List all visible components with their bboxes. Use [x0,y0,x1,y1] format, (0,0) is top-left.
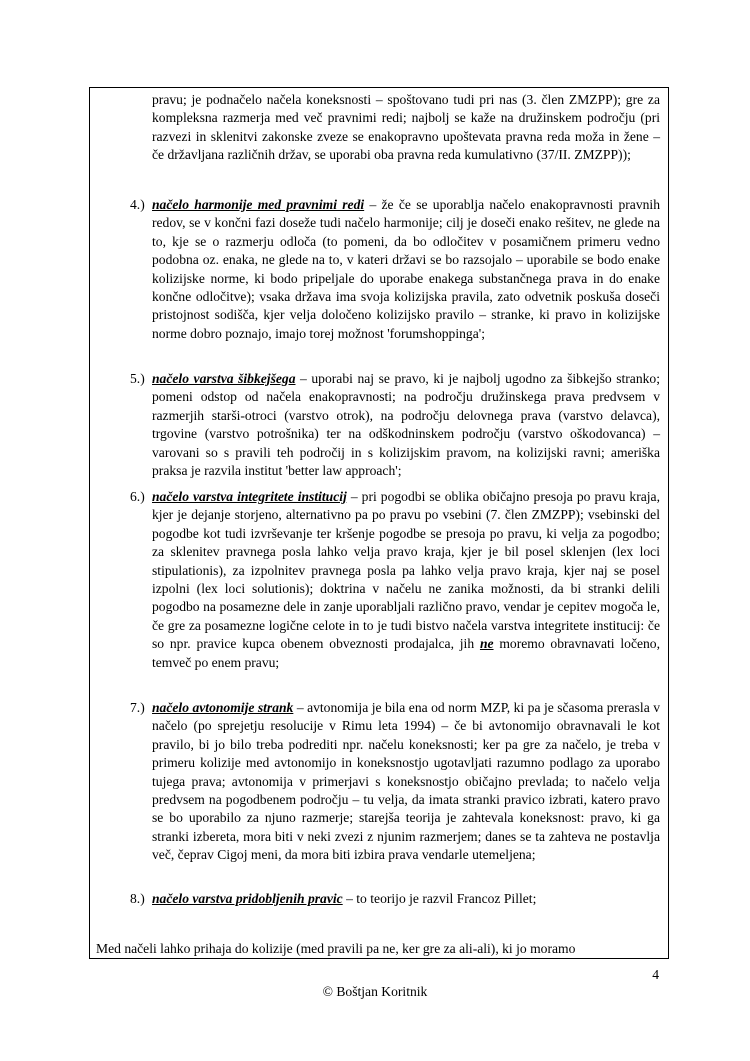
item-body: – to teorijo je razvil Francoz Pillet; [342,891,537,906]
list-item-4 [130,196,660,343]
item-number: 6.) [130,489,145,504]
item-body: – uporabi naj se pravo, ki je najbolj ugodno za šibkejšo stranko; pomeni odstop od načela enakopravnosti; na področju družinskega prava predvsem v razmerjih starši-otroci (varstvo otrok), na področju delovnega prava (varstvo delavca), trgovine (varstvo potrošnika) ter na odškodninskem področju (varstvo oškodovanca) – varovani so s pravili teh področij in s kolizijskim pravom, na kolizijski ravni; ameriška praksa je razvila institut 'better law approach'; [152,371,660,479]
final-paragraph: Med načeli lahko prihaja do kolizije (med pravili pa ne, ker gre za ali-ali), ki jo moramo [96,941,576,956]
item-number: 4.) [130,197,145,212]
page-number: 4 [652,967,659,982]
item-heading: načelo varstva integritete institucij [152,489,347,504]
emphasis-ne: ne [479,636,494,652]
item-heading: načelo varstva šibkejšega [152,371,296,386]
item-heading: načelo avtonomije strank [152,700,294,715]
item-heading: načelo harmonije med pravnimi redi [152,197,365,212]
footer-copyright: © Boštjan Koritnik [322,984,428,999]
list-item-6 [130,488,660,672]
list-item-5 [130,370,660,480]
item-number: 7.) [130,700,145,715]
list-item-8 [130,890,660,908]
item-body: – pri pogodbi se oblika običajno presoja po pravu kraja, kjer je dejanje storjeno, alternativno pa po pravu po vsebini (7. člen ZMZPP); vsebinski del pogodbe kot tudi izvrševanje ter kršenje pogodbe se presoja po pravu, ki velja za pogodbo; za sklenitev pravnega posla lahko velja pravo kraja, kjer je bil posel sklenjen (lex loci stipulationis), za izpolnitev pravnega posla pa lahko velja pravo kraja, kjer naj se posel izpolni (lex loci solutionis); doktrina v načelu ne zanika možnosti, da bi stranki delili pogodbo na posamezne dele in zanje uporabljali različno pravo, vendar je cepitev mogoča le, če gre za posamezne logične celote in to je tudi bistvo načela varstva integritete institucij: če so npr. pravice kupca obenem obveznosti prodajalca, jih [152,489,660,652]
item-number: 8.) [130,891,145,906]
item-heading: načelo varstva pridobljenih pravic [152,891,343,906]
page-frame [89,87,669,959]
continuation-paragraph: pravu; je podnačelo načela koneksnosti – spoštovano tudi pri nas (3. člen ZMZPP); gre za kompleksna razmerja med več pravnimi redi; najbolj se kaže na družinskem področju (pri razvezi in sklenitvi zakonske zveze se enakopravno upoštevata pravna reda moža in žene – če državljana različnih držav, se uporabi oba pravna reda kumulativno (37/II. ZMZPP)); [152,92,660,163]
item-body-after: moremo obravnavati ločeno, temveč po enem pravu; [152,636,661,670]
item-number: 5.) [130,371,145,386]
item-body: – avtonomija je bila ena od norm MZP, ki pa je sčasoma prerasla v načelo (po sprejetju resolucije v Rimu leta 1994) – če bi avtonomijo obravnavali le kot pravilo, bi jo bilo treba podrediti npr. načelu koneksnosti; ker pa gre za načelo, je treba v primeru kolizije med avtonomijo in koneksnostjo ugotavljati razumno podlago za uporabo tujega prava; avtonomija v primerjavi s koneksnostjo običajno prevlada; to načelo velja predvsem na pogodbenem področju – tu velja, da imata stranki pravico izbrati, katero pravo se bo uporabilo za njuno razmerje; starejša teorija je zahtevala koneksnost: pravo, ki ga stranki izbereta, mora biti v neki zvezi z njunim razmerjem; danes se ta zahteva ne postavlja več, čeprav Cigoj meni, da mora biti izbira prava vendarle utemeljena; [152,700,660,863]
item-body: – že če se uporablja načelo enakopravnosti pravnih redov, se v končni fazi doseže tudi načelo harmonije; cilj je doseči enako rešitev, ne glede na to, kje se o razmerju odloča (to pomeni, da bo odločitev v posamičnem primeru vedno podobna oz. enaka, ne glede na to, v kateri državi se bo razsojalo – uporabile se bodo enake kolizijske norme, ki bodo pripeljale do uporabe enakega substančnega prava in do enake končne odločitve); vsaka država ima svoja kolizijska pravila, zato odvetnik poskuša doseči pristojnost sodišča, kjer velja določeno kolizijsko pravilo – stranke, ki pravo in kolizijske norme dobro poznajo, imajo torej možnost 'forumshoppinga'; [152,197,660,341]
list-item-7 [130,699,660,865]
